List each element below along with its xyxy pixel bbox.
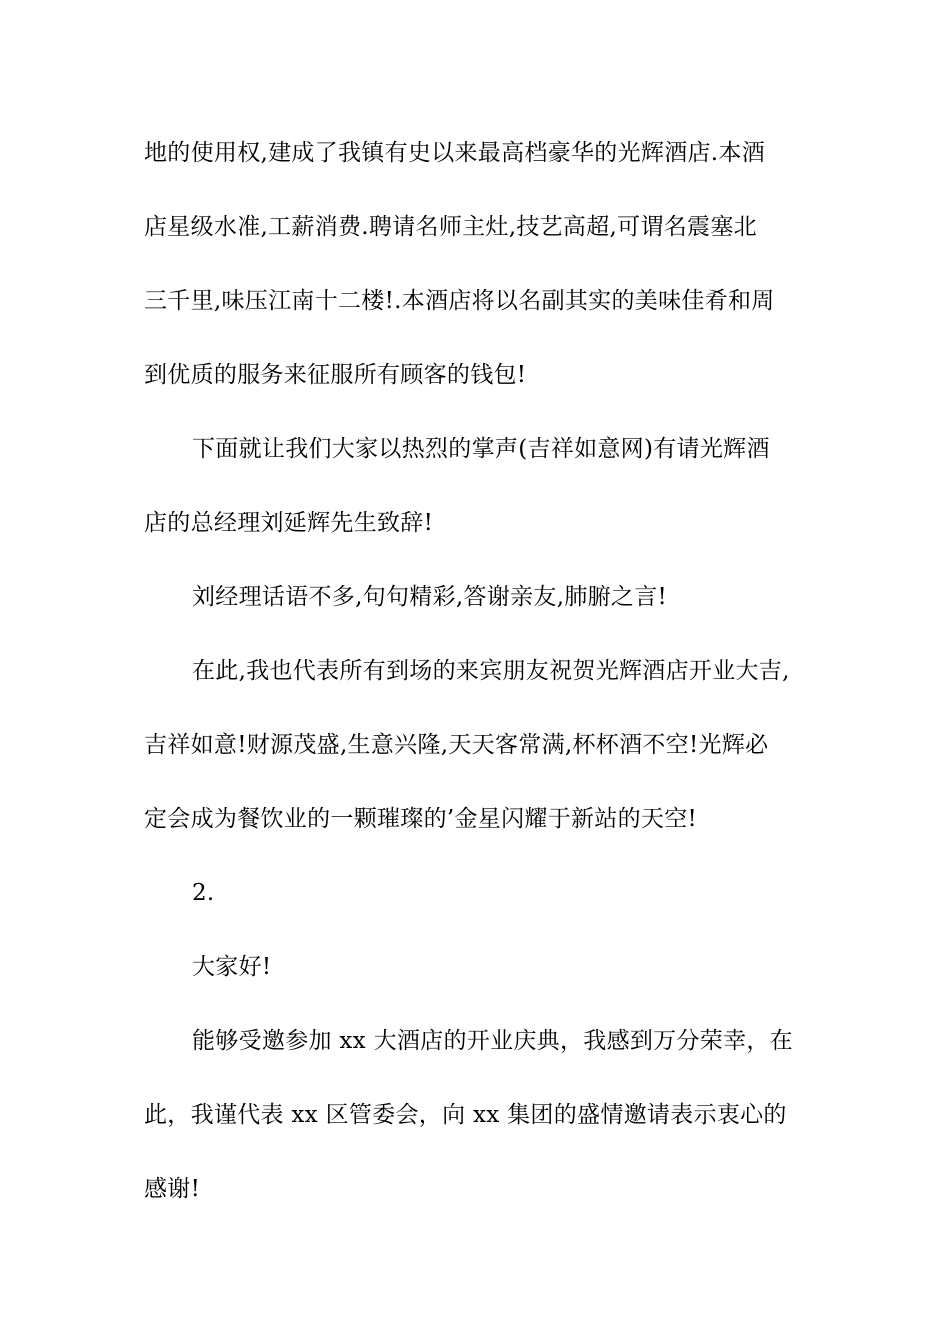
paragraph-line: 定会成为餐饮业的一颗璀璨的’金星闪耀于新站的天空! (144, 806, 698, 832)
greeting-line: 大家好! (192, 954, 272, 980)
paragraph-line: 刘经理话语不多,句句精彩,答谢亲友,肺腑之言! (192, 584, 668, 610)
paragraph-line: 店的总经理刘延辉先生致辞! (144, 510, 434, 536)
paragraph-line: 地的使用权,建成了我镇有史以来最高档豪华的光辉酒店.本酒 (144, 140, 766, 166)
paragraph-line: 感谢! (144, 1176, 201, 1202)
section-number: 2. (192, 880, 215, 906)
paragraph-line: 此，我谨代表 xx 区管委会，向 xx 集团的盛情邀请表示衷心的 (144, 1102, 787, 1128)
paragraph-line: 店星级水准,工薪消费.聘请名师主灶,技艺高超,可谓名震塞北 (144, 214, 757, 240)
paragraph-line: 下面就让我们大家以热烈的掌声(吉祥如意网)有请光辉酒 (192, 436, 770, 462)
paragraph-line: 在此,我也代表所有到场的来宾朋友祝贺光辉酒店开业大吉, (192, 658, 790, 684)
paragraph-line: 能够受邀参加 xx 大酒店的开业庆典，我感到万分荣幸，在 (192, 1028, 793, 1054)
paragraph-line: 三千里,味压江南十二楼!.本酒店将以名副其实的美味佳肴和周 (144, 288, 775, 314)
paragraph-line: 到优质的服务来征服所有顾客的钱包! (144, 362, 527, 388)
paragraph-line: 吉祥如意!财源茂盛,生意兴隆,天天客常满,杯杯酒不空!光辉必 (144, 732, 769, 758)
